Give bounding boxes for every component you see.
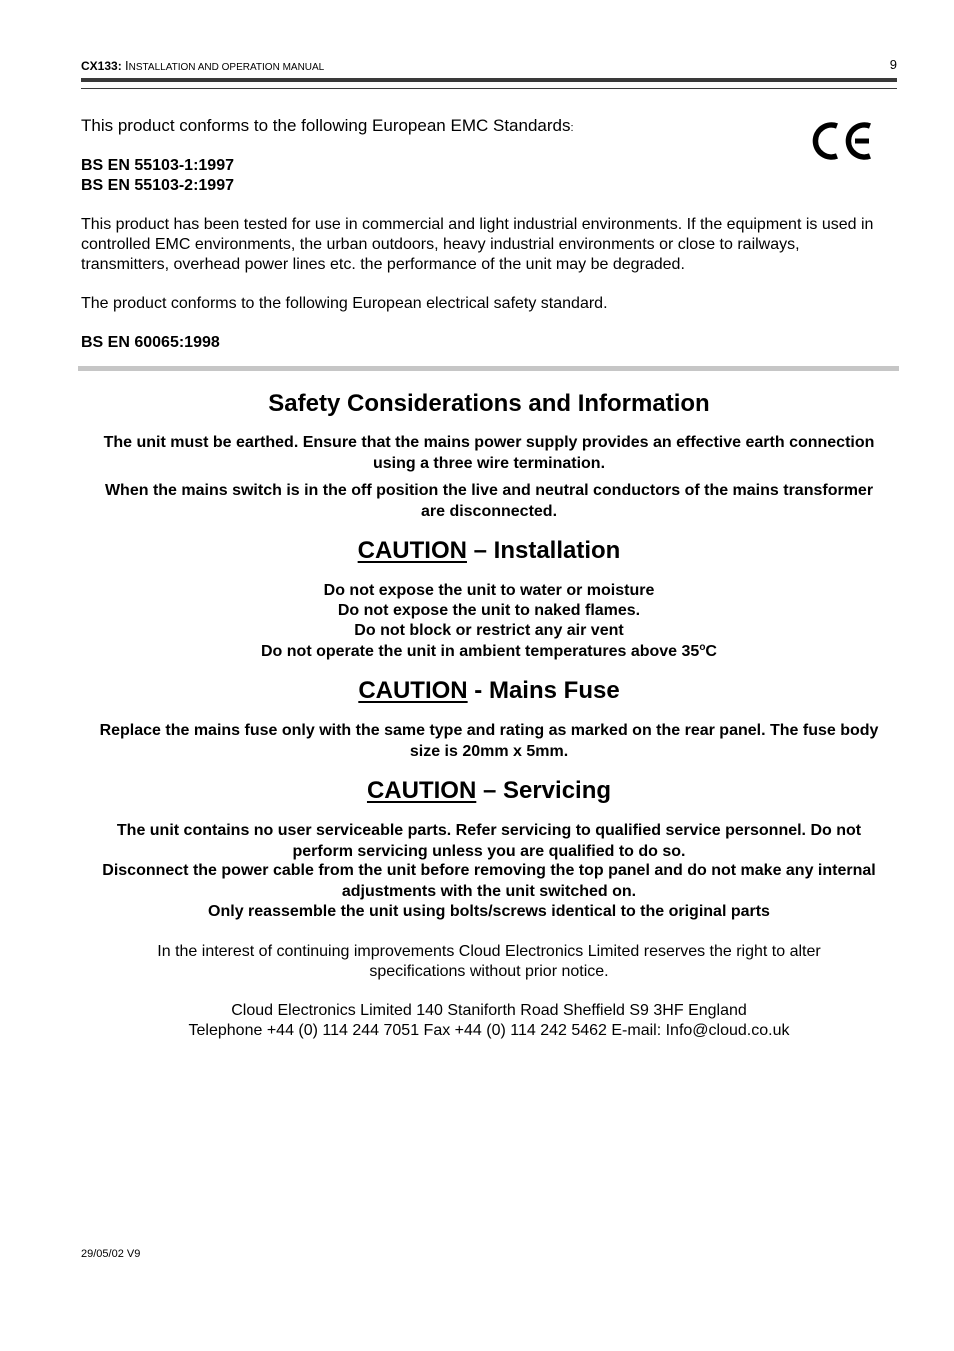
caution-label: CAUTION xyxy=(366,777,477,804)
caution-servicing-title: – Servicing xyxy=(476,777,612,804)
safety-heading: Safety Considerations and Information xyxy=(268,390,710,417)
safety-earth-paragraph: The unit must be earthed. Ensure that the mains power supply provides an effective earth connection using a three wire termination. xyxy=(103,434,875,472)
header-title-rest: NSTALLATION AND OPERATION MANUAL xyxy=(128,62,325,73)
page-number: 9 xyxy=(889,57,897,72)
emc-standard-1: BS EN 55103-1:1997 xyxy=(81,157,234,174)
safety-mains-switch-paragraph: When the mains switch is in the off position the live and neutral conductors of the mains transformer are disconnected. xyxy=(104,482,874,520)
header-model: CX133: xyxy=(81,59,122,73)
installation-line-temperature: Do not operate the unit in ambient temperatures above 35$^o$C xyxy=(261,642,717,660)
emc-intro: This product conforms to the following European EMC Standards: xyxy=(81,116,574,135)
page-header xyxy=(81,58,897,76)
caution-mains-fuse-heading xyxy=(81,677,897,705)
header-rule-thin xyxy=(81,88,897,89)
installation-line-water: Do not expose the unit to water or moisture xyxy=(323,582,655,599)
improvements-notice: In the interest of continuing improvements Cloud Electronics Limited reserves the right to alter specifications without prior notice. xyxy=(157,943,821,980)
header-title-initial: I xyxy=(125,58,129,73)
fuse-paragraph: Replace the mains fuse only with the same type and rating as marked on the rear panel. The fuse body size is 20mm x 5mm. xyxy=(99,722,879,760)
installation-line-flames: Do not expose the unit to naked flames. xyxy=(337,602,641,619)
footer-date-version: 29/05/02 V9 xyxy=(81,1248,141,1260)
section-separator xyxy=(78,366,899,371)
caution-installation-heading xyxy=(81,537,897,565)
safety-standard-intro: The product conforms to the following European electrical safety standard. xyxy=(81,295,608,312)
emc-tested-paragraph: This product has been tested for use in commercial and light industrial environments. If the equipment is used in controlled EMC environments, the urban outdoors, heavy industrial environments or close to railways, transmitters, overhead power lines etc. the performance of the unit may be degraded. xyxy=(81,216,874,273)
caution-label: CAUTION xyxy=(358,677,468,704)
servicing-paragraph-1: The unit contains no user serviceable parts. Refer servicing to qualified service personnel. Do not perform servicing unless you are qualified to do so. xyxy=(116,822,862,860)
safety-standard: BS EN 60065:1998 xyxy=(81,334,220,351)
contact-address: Cloud Electronics Limited 140 Staniforth Road Sheffield S9 3HF England xyxy=(231,1002,747,1019)
header-rule-thick xyxy=(81,78,897,82)
caution-label: CAUTION xyxy=(357,537,467,564)
caution-installation-title: – Installation xyxy=(466,537,621,564)
installation-line-vent: Do not block or restrict any air vent xyxy=(354,622,624,639)
emc-standard-2: BS EN 55103-2:1997 xyxy=(81,177,234,194)
caution-mains-fuse-title: - Mains Fuse xyxy=(467,677,620,704)
servicing-paragraph-3: Only reassemble the unit using bolts/screws identical to the original parts xyxy=(208,903,770,920)
caution-servicing-heading xyxy=(81,777,897,805)
contact-phone: Telephone +44 (0) 114 244 7051 Fax +44 (0) 114 242 5462 E-mail: Info@cloud.co.uk xyxy=(188,1022,790,1039)
servicing-paragraph-2: Disconnect the power cable from the unit before removing the top panel and do not make any internal adjustments with the unit switched on. xyxy=(102,862,876,900)
